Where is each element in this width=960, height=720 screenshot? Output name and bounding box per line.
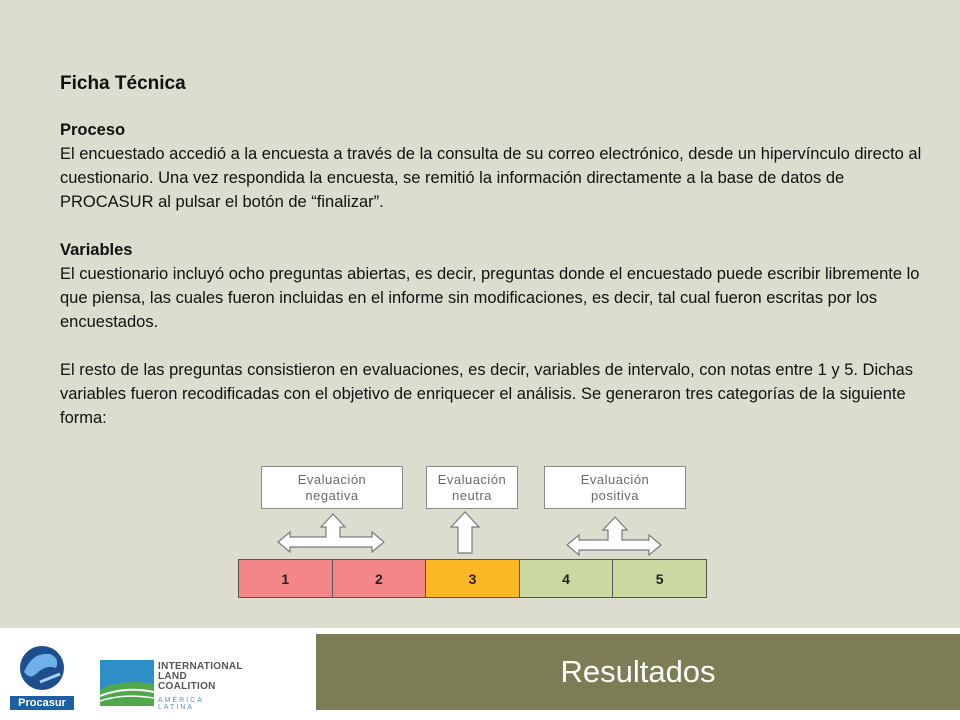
procasur-globe-icon (10, 638, 74, 696)
rating-scale (238, 559, 707, 598)
variables-text-2: El resto de las preguntas consistieron en evaluaciones, es decir, variables de intervalo, con notas entre 1 y 5. Dichas variables fueron recodificadas con el objetivo de enriquecer el análisis. Se generaron tres categorías de la siguiente forma: (60, 361, 913, 427)
negative-double-arrow-icon (278, 514, 384, 552)
scale-cell-1: 1 (239, 560, 333, 597)
negative-evaluation-box: Evaluación negativa (261, 466, 403, 509)
ilc-logo (100, 660, 243, 711)
scale-cell-5: 5 (613, 560, 706, 597)
positive-evaluation-box: Evaluación positiva (544, 466, 686, 509)
ilc-landscape-icon (100, 660, 154, 706)
scale-cell-4: 4 (520, 560, 614, 597)
neutral-up-arrow-icon (451, 512, 479, 553)
proceso-text: El encuestado accedió a la encuesta a través de la consulta de su correo electrónico, desde un hipervínculo directo al cuestionario. Una vez respondida la encuesta, se remitió la información directamente a la base de datos de PROCASUR al pulsar el botón de “finalizar”. (60, 145, 922, 211)
neutral-evaluation-box: Evaluación neutra (426, 466, 518, 509)
ilc-logo-text: INTERNATIONAL LAND COALITION (158, 661, 243, 692)
procasur-logo (10, 638, 74, 710)
variables-heading: Variables (60, 241, 133, 259)
proceso-heading: Proceso (60, 121, 126, 139)
section-banner (316, 634, 960, 710)
scale-cell-3: 3 (426, 560, 520, 597)
procasur-logo-text: Procasur (10, 696, 74, 710)
scale-cell-2: 2 (333, 560, 427, 597)
section-title: Resultados (560, 654, 716, 689)
ilc-logo-subtext: AMÉRICA LATINA (158, 697, 204, 711)
page-title: Ficha Técnica (60, 73, 186, 94)
positive-double-arrow-icon (567, 517, 661, 555)
main-content (60, 70, 930, 454)
variables-text-1: El cuestionario incluyó ocho preguntas abiertas, es decir, preguntas donde el encuestado puede escribir libremente lo que piensa, las cuales fueron incluidas en el informe sin modificaciones, es decir, tal cual fueron escritas por los encuestados. (60, 265, 920, 331)
